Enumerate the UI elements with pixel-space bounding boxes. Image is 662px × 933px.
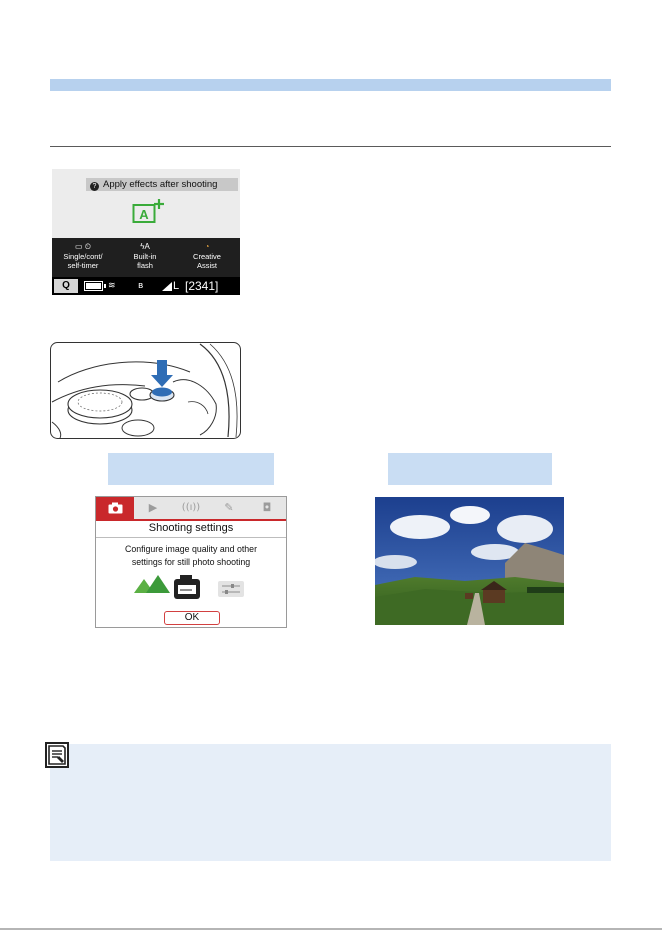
menu-title: Shooting settings: [148, 522, 234, 534]
menu-description: [100, 543, 282, 569]
bluetooth-icon: ʙ: [138, 281, 144, 291]
help-icon: ?: [90, 182, 99, 191]
note-icon: [45, 742, 69, 768]
banner-text: Apply effects after shooting: [103, 179, 218, 190]
quick-options-strip: [52, 238, 240, 277]
effects-banner: [86, 178, 238, 191]
q-button[interactable]: Q: [54, 279, 78, 293]
tab-playback[interactable]: [134, 500, 172, 516]
tab-custom[interactable]: [248, 500, 286, 516]
custom-icon: ◘: [262, 501, 272, 514]
tab-shooting[interactable]: [96, 497, 134, 519]
tab-setup[interactable]: [210, 500, 248, 516]
shutter-button-illustration: [50, 342, 241, 439]
section-heading-bar: [50, 79, 611, 91]
option-label: Creative: [193, 252, 221, 261]
description-line: Configure image quality and other: [124, 544, 258, 554]
shots-remaining: [2341]: [185, 279, 219, 293]
description-line: settings for still photo shooting: [131, 557, 251, 567]
wifi-icon: ≋: [108, 281, 116, 291]
option-label: self-timer: [67, 261, 99, 270]
heading-rule: [50, 146, 611, 147]
page-footer-rule: [0, 928, 662, 930]
quality-label: L: [173, 280, 180, 292]
camera-screen-figure: [52, 169, 240, 295]
tab-wireless[interactable]: [172, 500, 210, 516]
battery-icon: [84, 281, 103, 291]
quality-triangle-icon: [162, 282, 172, 291]
label-bar-right: [388, 453, 552, 485]
note-box: [50, 744, 611, 861]
option-label: flash: [137, 261, 153, 270]
label-bar-left: [108, 453, 274, 485]
ok-button[interactable]: OK: [164, 611, 220, 625]
option-label: Assist: [196, 261, 217, 270]
option-drive-mode[interactable]: [52, 241, 114, 270]
creative-assist-icon: ◔: [204, 242, 210, 251]
auto-plus-mode-icon: [132, 198, 166, 226]
svg-text:A: A: [139, 207, 149, 222]
drive-mode-icon: ▭ ⏲: [74, 242, 92, 251]
sample-landscape-photo: [375, 497, 564, 625]
flash-icon: ϟA: [140, 242, 150, 251]
menu-tab-bar: [96, 497, 286, 521]
option-creative-assist[interactable]: [176, 241, 238, 270]
menu-screen-figure: [95, 496, 287, 628]
wireless-icon: ((ı)): [181, 502, 201, 513]
option-label: Built-in: [133, 252, 157, 261]
option-flash[interactable]: [114, 241, 176, 270]
shooting-settings-illustration: [134, 573, 250, 609]
battery-fill: [86, 283, 101, 289]
menu-title-divider: [96, 537, 286, 538]
wrench-icon: ✎: [224, 501, 234, 514]
option-label: Single/cont/: [63, 252, 103, 261]
playback-icon: ▶: [148, 501, 158, 514]
camera-icon: [108, 502, 123, 514]
